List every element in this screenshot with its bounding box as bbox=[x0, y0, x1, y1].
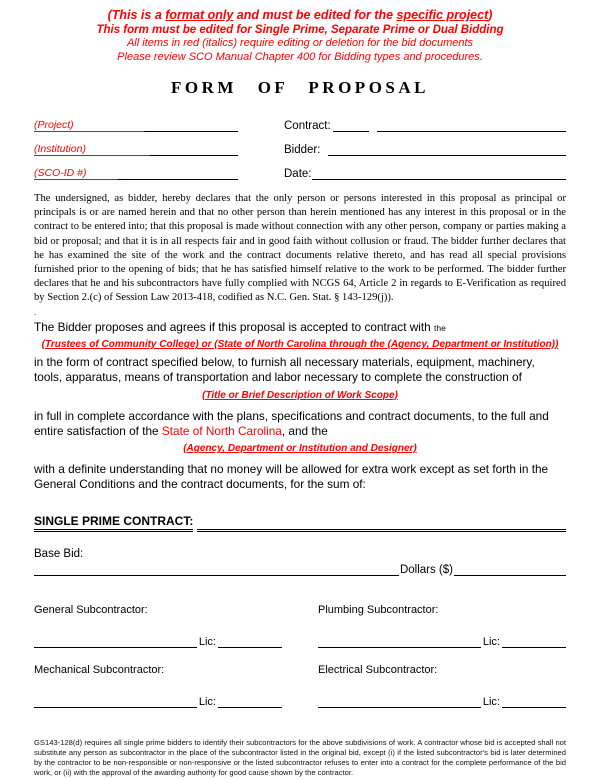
base-bid-row bbox=[34, 562, 566, 576]
stray-mark: . bbox=[34, 307, 37, 317]
plumbing-lic-fill-line[interactable] bbox=[502, 634, 566, 648]
date-field-label: Date: bbox=[284, 168, 312, 181]
institution-field-row bbox=[34, 132, 238, 156]
notice-line1-pre: (This is a bbox=[107, 8, 166, 22]
notice-line-3: All items in red (italics) require editing or deletion for the bid documents bbox=[126, 37, 474, 50]
subcontractors-grid bbox=[34, 604, 566, 724]
contract-number-fill-line[interactable] bbox=[333, 118, 369, 132]
institution-field-label: (Institution) bbox=[34, 143, 150, 156]
date-fill-line[interactable] bbox=[312, 166, 567, 180]
general-lic-fill-line[interactable] bbox=[218, 634, 282, 648]
plumbing-subcontractor-label: Plumbing Subcontractor: bbox=[318, 603, 439, 616]
project-fill-line[interactable] bbox=[144, 118, 238, 132]
accordance-post: , and the bbox=[281, 423, 328, 438]
base-bid-dollars-fill-line[interactable] bbox=[454, 562, 566, 576]
single-prime-contract-row bbox=[34, 514, 566, 532]
electrical-lic-fill-line[interactable] bbox=[502, 694, 566, 708]
understanding-paragraph: with a definite understanding that no money will be allowed for extra work except as set forth in the General Conditions and the contract documents, for the sum of: bbox=[34, 462, 549, 491]
plumbing-subcontractor-block bbox=[318, 604, 566, 648]
notice-line1-underlined-2: specific project bbox=[396, 8, 489, 22]
mechanical-subcontractor-block bbox=[34, 664, 282, 708]
dollars-label: Dollars ($) bbox=[399, 563, 453, 576]
notice-line-2: This form must be edited for Single Prime, Separate Prime or Dual Bidding bbox=[96, 24, 504, 37]
project-field-row bbox=[34, 108, 238, 132]
single-prime-double-line bbox=[197, 515, 566, 532]
general-subcontractor-line-row bbox=[34, 634, 282, 648]
sco-id-field-row bbox=[34, 156, 238, 180]
notice-line1-mid: and must be edited for the bbox=[233, 8, 397, 22]
contract-fill-line[interactable] bbox=[377, 118, 566, 132]
gs143-footnote: GS143-128(d) requires all single prime bidders to identify their subcontractors for the above subdivisions of work. A contractor whose bid is accepted shall not substitute any person as subcontractor in the place of the subcontractor listed in the original bid, except (i) if the listed subcontractor's bid is later determined by the contractor to be non-responsible or non-responsive or the listed subcontractor refuses to enter into a contract for the complete performance of the bid work, or (ii) with the approval of the awarding authority for good cause shown by the contractor. bbox=[34, 737, 566, 778]
plumbing-subcontractor-line-row bbox=[318, 634, 566, 648]
accordance-paragraph bbox=[34, 409, 566, 438]
project-field-label: (Project) bbox=[34, 119, 144, 132]
notice-line-1 bbox=[34, 8, 566, 23]
bidder-field-row bbox=[284, 132, 566, 156]
mechanical-subcontractor-line-row bbox=[34, 694, 282, 708]
proposes-text: The Bidder proposes and agrees if this proposal is accepted to contract with bbox=[34, 319, 435, 334]
contract-field-label: Contract: bbox=[284, 120, 331, 133]
page-title: FORM OF PROPOSAL bbox=[171, 78, 429, 98]
work-scope-placeholder: (Title or Brief Description of Work Scope) bbox=[202, 389, 398, 401]
notice-line1-underlined-1: format only bbox=[165, 8, 234, 22]
contract-field-row bbox=[284, 108, 566, 132]
electrical-subcontractor-block bbox=[318, 664, 566, 708]
notice-line-4: Please review SCO Manual Chapter 400 for Bidding types and procedures. bbox=[117, 50, 483, 63]
header-fields bbox=[34, 108, 566, 180]
notice-line1-post: ) bbox=[488, 8, 493, 22]
electrical-subcontractor-label: Electrical Subcontractor: bbox=[318, 663, 438, 676]
general-lic-label: Lic: bbox=[198, 635, 216, 648]
sco-id-field-label: (SCO-ID #) bbox=[34, 167, 118, 180]
sco-id-fill-line[interactable] bbox=[118, 166, 238, 180]
proposes-line bbox=[34, 320, 566, 335]
general-subcontractor-fill-line[interactable] bbox=[34, 634, 197, 648]
plumbing-subcontractor-fill-line[interactable] bbox=[318, 634, 481, 648]
bidder-field-label: Bidder: bbox=[284, 144, 321, 157]
date-field-row bbox=[284, 156, 566, 180]
base-bid-label: Base Bid: bbox=[34, 547, 84, 560]
electrical-lic-label: Lic: bbox=[482, 695, 500, 708]
editing-notice bbox=[34, 8, 566, 64]
electrical-subcontractor-fill-line[interactable] bbox=[318, 694, 481, 708]
header-fields-right bbox=[284, 108, 566, 180]
base-bid-amount-fill-line[interactable] bbox=[34, 562, 399, 576]
general-subcontractor-block bbox=[34, 604, 282, 648]
plumbing-lic-label: Lic: bbox=[482, 635, 500, 648]
contract-with-placeholder: (Trustees of Community College) or (State of North Carolina through the (Agency, Department or Institution)) bbox=[41, 339, 559, 351]
header-fields-left bbox=[34, 108, 238, 180]
electrical-subcontractor-line-row bbox=[318, 694, 566, 708]
declaration-paragraph: The undersigned, as bidder, hereby declares that the only person or persons interested in this proposal as principal or principals is or are named herein and that no other person than herein mentioned has any interest in this proposal or in the contract to be entered into; that this proposal is made without connection with any other person, company or parties making a bid or proposal; and that it is in all respects fair and in good faith without collusion or fraud. The bidder further declares that he has examined the site of the work and the contract documents relative thereto, and has read all special provisions furnished prior to the opening of bids; that he has satisfied himself relative to the work to be performed. The bidder further declares that he and his subcontractors have fully complied with NCGS 64, Article 2 in regards to E-Verification as required by Section 2.(c) of Session Law 2013-418, codified as N.C. Gen. Stat. § 143-129(j)). bbox=[34, 193, 566, 304]
state-of-north-carolina-red: State of North Carolina bbox=[161, 423, 282, 438]
single-prime-contract-heading: SINGLE PRIME CONTRACT: bbox=[34, 514, 193, 532]
furnish-paragraph: in the form of contract specified below, to furnish all necessary materials, equipment, machinery, tools, apparatus, means of transportation and labor necessary to complete the construction of bbox=[34, 355, 535, 385]
institution-fill-line[interactable] bbox=[150, 142, 238, 156]
mechanical-subcontractor-label: Mechanical Subcontractor: bbox=[34, 663, 165, 676]
general-subcontractor-label: General Subcontractor: bbox=[34, 603, 148, 616]
proposes-small-word: the bbox=[434, 322, 446, 333]
accordance-pre: in full in complete accordance with the plans, specifications and contract documents, to the full and entire satisfaction of the bbox=[34, 408, 549, 438]
mechanical-lic-label: Lic: bbox=[198, 695, 216, 708]
mechanical-lic-fill-line[interactable] bbox=[218, 694, 282, 708]
mechanical-subcontractor-fill-line[interactable] bbox=[34, 694, 197, 708]
bidder-fill-line[interactable] bbox=[328, 142, 566, 156]
agency-designer-placeholder: (Agency, Department or Institution and Designer) bbox=[183, 443, 417, 455]
